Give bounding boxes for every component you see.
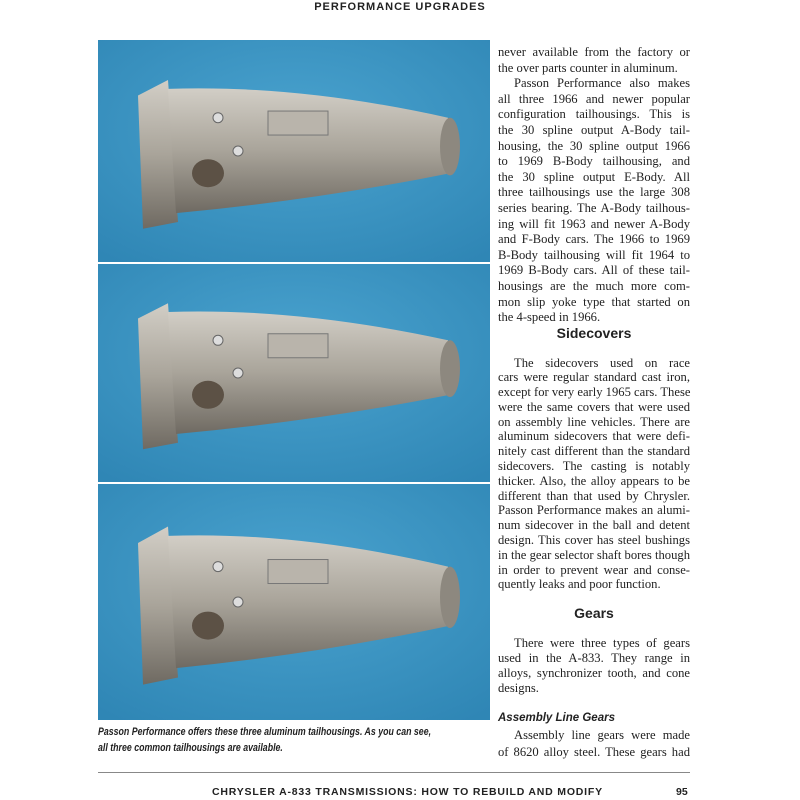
- text-line: num sidecover in the ball and detent: [498, 518, 690, 533]
- text-line: cars were regular standard cast iron,: [498, 370, 690, 385]
- photo-image: [98, 484, 490, 720]
- photo-caption: [98, 724, 490, 756]
- text-line: in order to prevent wear and conse-: [498, 562, 690, 577]
- tailhousing-photo-e-body: [98, 484, 490, 720]
- text-line: designs.: [498, 680, 539, 695]
- text-line: sidecovers. The casting is notably: [498, 459, 690, 474]
- text-line: Assembly line gears were made: [514, 728, 690, 742]
- photo-image: [98, 264, 490, 482]
- footer-rule: [98, 772, 690, 773]
- text-line: different than that used by Chrysler.: [498, 488, 690, 503]
- running-head: PERFORMANCE UPGRADES: [314, 1, 486, 13]
- text-line: design. This cover has steel bushings: [498, 533, 690, 548]
- text-line: three tailhousings use the large 308: [498, 185, 690, 200]
- text-line: all three 1966 and newer popular: [498, 91, 690, 106]
- paragraph-continued: [498, 45, 690, 76]
- caption-line: all three common tailhousings are available.: [98, 742, 283, 754]
- paragraph-sidecovers: [498, 356, 690, 593]
- text-line: There were three types of gears: [514, 635, 690, 650]
- heading-gears: Gears: [574, 605, 614, 621]
- text-line: mon slip yoke type that started on: [498, 294, 690, 309]
- logo-plate: [268, 334, 328, 358]
- text-line: The sidecovers used on race: [514, 355, 690, 370]
- heading-sidecovers: Sidecovers: [556, 325, 632, 341]
- text-line: thicker. Also, the alloy appears to be: [498, 473, 690, 488]
- text-line: alloys, synchronizer tooth, and cone: [498, 665, 690, 680]
- footer-title: CHRYSLER A-833 TRANSMISSIONS: HOW TO REBUILD AND MODIFY: [212, 786, 603, 798]
- text-line: used in the A-833. They range in: [498, 650, 690, 665]
- text-line: to 1969 B-Body tailhousing, and: [498, 154, 690, 169]
- text-line: ing will fit 1963 and newer A-Body: [498, 216, 690, 231]
- paragraph-gears: [498, 636, 690, 696]
- paragraph-assembly-line-gears: [498, 727, 690, 761]
- paragraph-passon-tailhousings: [498, 76, 690, 326]
- text-line: on assembly line vehicles. There are: [498, 414, 690, 429]
- text-line: quently leaks and poor function.: [498, 577, 661, 592]
- text-line: housing, the 30 spline output 1966: [498, 138, 690, 153]
- text-line: series bearing. The A-Body tailhous-: [498, 200, 690, 215]
- text-line: of 8620 alloy steel. These gears had: [498, 745, 690, 759]
- tailhousing-photo-a-body: [98, 40, 490, 262]
- text-line: the 4-speed in 1966.: [498, 310, 601, 325]
- text-line: except for very early 1965 cars. These: [498, 385, 691, 400]
- tailhousing-photo-b-body: [98, 264, 490, 482]
- logo-plate: [268, 111, 328, 135]
- text-line: nitely cast different than the standard: [498, 444, 690, 459]
- photo-image: [98, 40, 490, 262]
- text-line: the over parts counter in aluminum.: [498, 60, 678, 75]
- page-number: 95: [676, 786, 688, 798]
- text-line: in the gear selector shaft bores though: [498, 547, 690, 562]
- text-line: aluminum sidecovers that were defi-: [498, 429, 690, 444]
- text-line: and F-Body cars. The 1966 to 1969: [498, 232, 690, 247]
- text-line: Passon Performance makes an alumi-: [498, 503, 690, 518]
- text-line: configuration tailhousings. This is: [498, 107, 690, 122]
- text-line: the 30 spline output A-Body tail-: [498, 122, 690, 137]
- caption-line: Passon Performance offers these three aluminum tailhousings. As you can see,: [98, 726, 432, 738]
- heading-assembly-line-gears: Assembly Line Gears: [498, 712, 615, 724]
- text-line: Passon Performance also makes: [514, 76, 690, 91]
- text-line: never available from the factory or: [498, 45, 690, 59]
- logo-plate: [268, 560, 328, 584]
- text-line: 1969 B-Body cars. All of these tail-: [498, 263, 690, 278]
- text-line: housings are the much more com-: [498, 278, 690, 293]
- text-line: B-Body tailhousing will fit 1964 to: [498, 247, 690, 262]
- text-line: the 30 spline output E-Body. All: [498, 169, 690, 184]
- text-line: were the same covers that were used: [498, 399, 690, 414]
